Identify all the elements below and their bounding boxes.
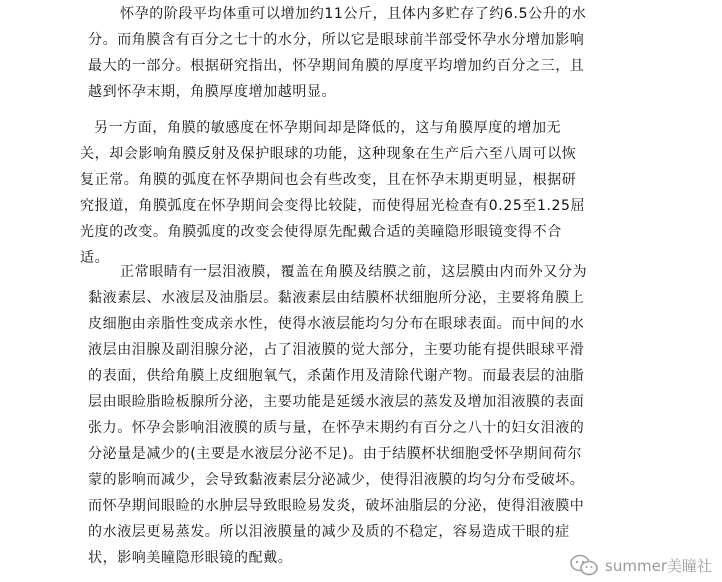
text-line: 怀孕的阶段平均体重可以增加约11公斤，且体内多贮存了约6.5公升的水 <box>120 6 587 22</box>
text-line: 黏液素层、水液层及油脂层。黏液素层由结膜杯状细胞所分泌，主要将角膜上 <box>88 290 585 306</box>
watermark-text: summer美瞳社 <box>605 556 712 575</box>
text-line: 另一方面，角膜的敏感度在怀孕期间却是降低的，这与角膜厚度的增加无 <box>94 120 562 136</box>
text-line: 越到怀孕末期，角膜厚度增加越明显。 <box>88 84 337 100</box>
text-line: 状，影响美瞳隐形眼镜的配戴。 <box>88 550 293 566</box>
text-line: 适。 <box>80 250 110 266</box>
text-line: 蒙的影响而减少，会导致黏液素层分泌减少，使得泪液膜的均匀分布受破坏。 <box>88 472 585 488</box>
text-line: 分泌量是减少的(主要是水液层分泌不足)。由于结膜杯状细胞受怀孕期间荷尔 <box>88 446 582 462</box>
text-line: 最大的一部分。根据研究指出，怀孕期间角膜的厚度平均增加约百分之三，且 <box>88 58 585 74</box>
watermark <box>569 554 712 576</box>
text-line: 究报道，角膜弧度在怀孕期间会变得比较陡，而使得屈光检查有0.25至1.25屈 <box>80 198 586 214</box>
text-line: 的水液层更易蒸发。所以泪液膜量的减少及质的不稳定，容易造成干眼的症 <box>88 524 570 540</box>
text-line: 光度的改变。角膜弧度的改变会使得原先配戴合适的美瞳隐形眼镜变得不合 <box>80 224 562 240</box>
text-line: 张力。怀孕会影响泪液膜的质与量，在怀孕末期约有百分之八十的妇女泪液的 <box>88 420 585 436</box>
text-line: 液层由泪腺及副泪腺分泌，占了泪液膜的觉大部分，主要功能有提供眼球平滑 <box>88 342 585 358</box>
text-line: 皮细胞由亲脂性变成亲水性，使得水液层能均匀分布在眼球表面。而中间的水 <box>88 316 585 332</box>
text-line: 关，却会影响角膜反射及保护眼球的功能，这种现象在生产后六至八周可以恢 <box>80 146 577 162</box>
text-line: 而怀孕期间眼睑的水肿层导致眼睑易发炎，破坏油脂层的分泌，使得泪液膜中 <box>88 498 585 514</box>
text-line: 层由眼睑脂睑板腺所分泌，主要功能是延缓水液层的蒸发及增加泪液膜的表面 <box>88 394 585 410</box>
text-line: 复正常。角膜的弧度在怀孕期间也会有些改变，且在怀孕末期更明显，根据研 <box>80 172 577 188</box>
text-line: 的表面，供给角膜上皮细胞氧气，杀菌作用及清除代谢产物。而最表层的油脂 <box>88 368 585 384</box>
text-line: 正常眼睛有一层泪液膜，覆盖在角膜及结膜之前，这层膜由内而外又分为 <box>120 264 588 280</box>
text-line: 分。而角膜含有百分之七十的水分，所以它是眼球前半部受怀孕水分增加影响 <box>88 32 585 48</box>
wechat-icon <box>569 554 599 576</box>
